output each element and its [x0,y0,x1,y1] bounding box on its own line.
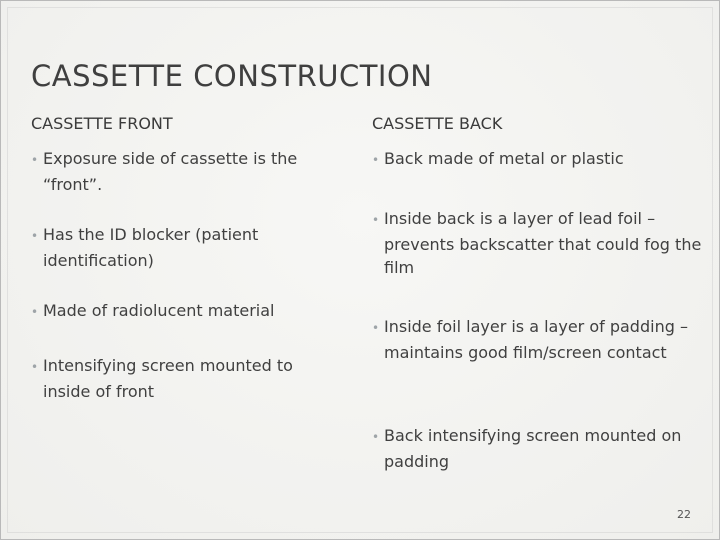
front-bullet-text: Made of radiolucent material [43,301,275,320]
cassette-back-heading: CASSETTE BACK [372,114,503,133]
front-bullet-text: Intensifying screen mounted to inside of front [43,356,293,401]
back-bullet-4 [372,424,704,473]
back-bullet-3 [372,315,704,364]
back-bullet-text: Back intensifying screen mounted on padding [384,426,682,471]
bullet-icon: • [31,229,39,243]
front-bullet-4 [31,354,343,403]
back-bullet-text: Back made of metal or plastic [384,149,624,168]
back-bullet-text: Inside back is a layer of lead foil – prevents backscatter that could fog the film [384,209,702,277]
front-bullet-3 [31,299,343,325]
bullet-icon: • [372,213,380,227]
back-bullet-1 [372,147,704,173]
front-bullet-text: Exposure side of cassette is the “front”. [43,149,298,194]
bullet-icon: • [31,153,39,167]
front-bullet-text: Has the ID blocker (patient identification) [43,225,259,270]
bullet-icon: • [372,153,380,167]
cassette-front-heading: CASSETTE FRONT [31,114,173,133]
front-bullet-2 [31,223,343,272]
slide-title: CASSETTE CONSTRUCTION [31,59,433,93]
bullet-icon: • [31,305,39,319]
bullet-icon: • [31,360,39,374]
bullet-icon: • [372,321,380,335]
back-bullet-text: Inside foil layer is a layer of padding – maintains good film/screen contact [384,317,688,362]
page-number: 22 [677,508,691,521]
bullet-icon: • [372,430,380,444]
back-bullet-2 [372,207,704,280]
front-bullet-1 [31,147,343,196]
